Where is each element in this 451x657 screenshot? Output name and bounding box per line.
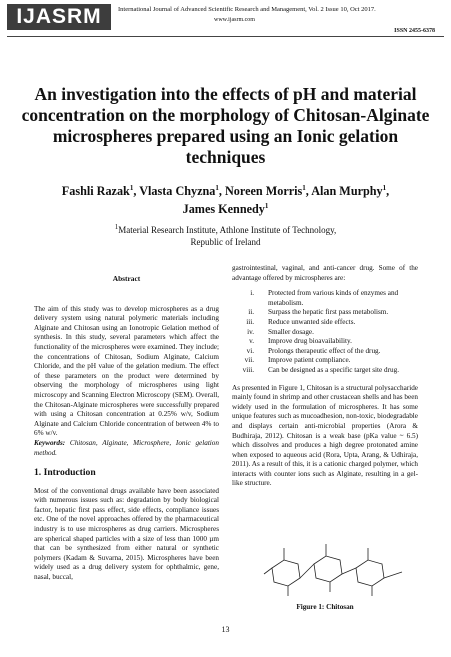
advantage-item <box>232 356 418 366</box>
section-heading-introduction: 1. Introduction <box>34 467 96 479</box>
advantage-item <box>232 366 418 376</box>
abstract-heading: Abstract <box>112 274 141 283</box>
author-line-1: Fashli Razak$^1$, Vlasta Chyzna$^1$, Noreen Morris$^1$, Alan Murphy$^1$, <box>61 184 390 199</box>
right-column <box>232 264 418 489</box>
figure-caption: Figure 1: Chitosan <box>296 603 354 611</box>
ring-3 <box>356 560 384 586</box>
advantage-text: Improve drug bioavailability. <box>268 337 352 346</box>
advantage-item <box>232 347 418 357</box>
advantage-item <box>232 328 418 338</box>
journal-logo: IJASRM <box>7 4 111 30</box>
advantage-text: Smaller dosage. <box>268 327 314 336</box>
advantage-number: i. <box>250 289 254 298</box>
ring-2 <box>314 556 342 582</box>
advantage-text: Reduce unwanted side effects. <box>268 317 356 326</box>
ring-1 <box>272 560 300 586</box>
advantage-number: viii. <box>242 365 254 374</box>
advantage-text: Surpass the hepatic first pass metabolism. <box>268 308 389 317</box>
issn: ISSN 2455-6378 <box>394 28 435 34</box>
author-list <box>18 181 433 217</box>
header-rule <box>7 36 444 37</box>
advantage-item <box>232 337 418 347</box>
continuation-text: gastrointestinal, vaginal, and anti-cancer drug. Some of the advantage offered by microspheres are: <box>232 264 418 282</box>
advantage-number: ii. <box>248 308 254 317</box>
keywords-label: Keywords: <box>34 438 66 447</box>
journal-citation: International Journal of Advanced Scientific Research and Management, Vol. 2 Issue 10, Oct 2017. <box>118 6 376 13</box>
keywords-text: Chitosan, Alginate, Microsphere, Ionic gelation method. <box>34 438 219 457</box>
affiliation <box>18 221 433 248</box>
author-name: Vlasta Chyzna <box>139 184 216 199</box>
left-column <box>34 264 219 583</box>
author-affiliation-sup: 1 <box>264 202 269 211</box>
advantage-text: Improve patient compliance. <box>268 356 351 365</box>
advantage-number: iv. <box>247 327 254 336</box>
journal-url[interactable]: www.ijasrm.com <box>214 17 255 23</box>
abstract-body: The aim of this study was to develop microspheres as a drug delivery system using natural polymeric materials including Alginate and Chitosan using an Ionotropic Gelation method of synthesis. In this study, several parameters which affect the functionality of the microspheres were examined. They include; the concentrations of Chitosan, Sodium Alginate, Calcium Chloride, and the pH value of the gelation medium. The effect of these parameters on the product were determined by observing the morphology of microspheres using light microscopy and Scanning Electron Microscopy (SEM). Overall, the Chitosan-Alginate microspheres were successfully prepared with using a Chitosan concentration at 0.25% w/v, Sodium Alginate and Calcium Chloride concentration of between 4% to 6% w/v. <box>34 304 219 438</box>
introduction-body: Most of the conventional drugs available have been associated with numerous issues such as: degradation by body biological factor, hepatic first pass effect, side effects, compliance issues etc. One of the novel approaches offered by the pharmaceutical industry is to use microspheres as drug carriers. Microspheres are spherical shaped particles with a size of less than 1000 µm that can be synthesized from either natural or synthetic polymers (Kadam & Suvarna, 2015). Microspheres have been widely used as a drug delivery system for ophthalmic, gene, nasal, buccal, <box>34 486 219 582</box>
author-affiliation-sup: 1 <box>382 184 387 192</box>
author-line-2 <box>18 199 433 217</box>
chitosan-paragraph: As presented in Figure 1, Chitosan is a structural polysaccharide mainly found in shrimp and other crustacean shells and has been widely used in the formulation of microspheres. It has some unique features such as mucoadhesion, non-toxic, biodegradable and displays certain anti-microbial properties (Arora & Budhiraja, 2012). Chitosan is a weak base (pKa value ~ 6.5) which dissolves and produces a high degree protonated amine when exposed to aqueous acid (Rora, Upta, Arang, & Udhiraja, 2011). As a result of this, it is a cationic charged polymer, which interacts with counter ions such as Alginate, resulting in a gel-like structure. <box>232 383 418 488</box>
author-affiliation-sup: 1 <box>302 184 306 192</box>
advantage-text: Can be designed as a specific target site drug. <box>268 365 399 374</box>
paper-title: An investigation into the effects of pH and material concentration on the morphology of Chitosan-Alginate microspheres prepared using an Ionic gelation techniques <box>21 84 430 167</box>
author-affiliation-sup: 1 <box>215 184 219 192</box>
advantage-text: Prolongs therapeutic effect of the drug. <box>268 346 381 355</box>
advantage-number: iii. <box>246 317 254 326</box>
author-affiliation-sup: 1 <box>129 184 134 192</box>
advantage-number: v. <box>249 337 254 346</box>
author-name: Alan Murphy <box>311 184 383 199</box>
advantage-item <box>232 308 418 318</box>
chitosan-structure-figure <box>262 528 418 600</box>
advantage-number: vii. <box>244 356 254 365</box>
affiliation-line-2: Republic of Ireland <box>190 237 261 247</box>
keywords <box>34 439 219 458</box>
author-name: James Kennedy <box>182 202 265 217</box>
advantage-item <box>232 289 418 308</box>
affiliation-line-1: Material Research Institute, Athlone Institute of Technology, <box>118 225 337 235</box>
advantage-item <box>232 318 418 328</box>
author-name: Fashli Razak <box>61 184 130 199</box>
page-number: 13 <box>221 625 230 634</box>
advantages-list <box>232 289 418 375</box>
advantage-number: vi. <box>246 346 254 355</box>
advantage-text: Protected from various kinds of enzymes and metabolism. <box>268 289 399 307</box>
author-name: Noreen Morris <box>225 184 303 199</box>
affiliation-sup: 1 <box>114 223 119 231</box>
